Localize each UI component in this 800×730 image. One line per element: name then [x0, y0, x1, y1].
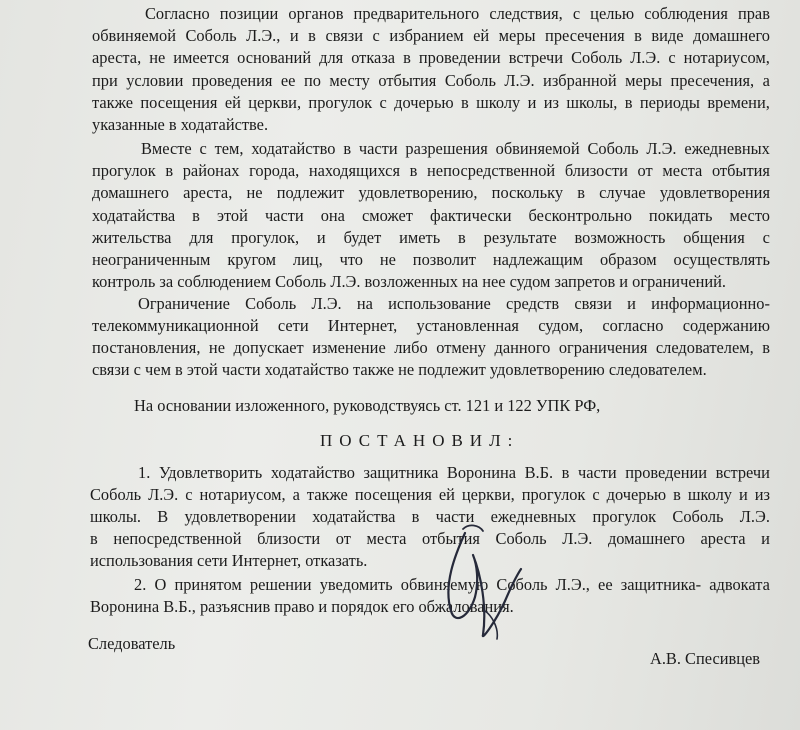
word: удовлетворению,	[358, 183, 478, 202]
word: подлежит	[276, 183, 345, 202]
word: в	[624, 93, 633, 112]
signer-role: Следователь	[88, 634, 176, 653]
word: О	[154, 575, 167, 594]
word: дочерью	[606, 485, 667, 504]
word: с	[199, 139, 207, 158]
word: прогулок	[92, 161, 156, 180]
word: ее	[280, 71, 296, 90]
word: посещения	[140, 93, 218, 112]
word: не	[379, 250, 396, 269]
word: в	[461, 93, 469, 112]
word: защитника-	[620, 575, 702, 594]
word: из	[543, 93, 559, 112]
word: обвиняемую	[400, 575, 489, 594]
word: в	[192, 206, 200, 225]
word: а	[762, 71, 770, 90]
word: будет	[343, 228, 382, 247]
word: и	[738, 485, 748, 504]
word: Л.Э.,	[246, 26, 281, 45]
word: Соболь	[495, 529, 547, 548]
word: изменение	[312, 338, 386, 357]
p3-line-3	[92, 340, 770, 356]
word: Согласно	[145, 4, 210, 23]
word: в	[409, 161, 418, 180]
word: тем,	[214, 139, 244, 158]
word: также	[92, 93, 133, 112]
word: целью	[590, 4, 635, 23]
word: части	[264, 206, 304, 225]
word: школы.	[90, 507, 142, 526]
word: условии	[126, 71, 184, 90]
word: Удовлетворить	[158, 463, 263, 482]
p2-line-6	[92, 252, 770, 268]
word: пресечения	[545, 26, 625, 45]
p1-line-6: указанные в ходатайстве.	[92, 115, 269, 134]
word: обвиняемой	[92, 26, 176, 45]
word: отбытия	[378, 71, 437, 90]
word: имеется	[173, 48, 230, 67]
word: Соболь	[571, 48, 623, 67]
word: и	[761, 529, 770, 548]
item2-line-2: Воронина В.Б., разъяснив право и порядок его обжалования.	[90, 597, 514, 616]
word: 2.	[134, 575, 147, 594]
word: удовлетворении	[184, 507, 296, 526]
word: части	[577, 463, 617, 482]
word: Соболь	[444, 71, 496, 90]
p3-line-4: связи с чем в этой части ходатайство также не подлежит удовлетворению следователем.	[92, 360, 707, 379]
p3-line-2	[92, 318, 770, 334]
word: пресечения,	[670, 71, 755, 90]
word: неограниченным	[92, 250, 211, 269]
word: ежедневных	[490, 507, 577, 526]
word: ей	[224, 93, 241, 112]
word: с	[762, 228, 770, 247]
word: районах	[182, 161, 240, 180]
word: города,	[249, 161, 300, 180]
word: месту	[329, 71, 370, 90]
word: и	[527, 93, 537, 112]
word: сети	[277, 316, 309, 335]
word: непосредственной	[427, 161, 556, 180]
word: прогулок	[308, 93, 373, 112]
word: сможет	[361, 206, 413, 225]
word: школу	[687, 485, 732, 504]
word: в	[577, 183, 585, 202]
word: иметь	[399, 228, 441, 247]
word: с	[668, 48, 676, 67]
p2-line-7: контроль за соблюдением Соболь Л.Э. возложенных на нее судом запретов и ограничений.	[92, 272, 727, 291]
word: ходатайства	[92, 206, 176, 225]
word: меры	[625, 71, 662, 90]
word: в	[308, 26, 316, 45]
word: надлежащим	[492, 250, 584, 269]
word: судом,	[538, 316, 584, 335]
word: виде	[651, 26, 684, 45]
word: ареста,	[92, 48, 142, 67]
word: церкви,	[461, 485, 515, 504]
word: встречи	[508, 48, 564, 67]
word: а	[292, 485, 300, 504]
word: результате	[483, 228, 557, 247]
word: школу	[476, 93, 521, 112]
word: части	[435, 507, 475, 526]
word: защитника	[363, 463, 439, 482]
p1-line-2	[92, 28, 770, 44]
p2-line-1	[141, 141, 770, 157]
word: домашнего	[693, 26, 770, 45]
word: связи	[574, 294, 612, 313]
word: с	[185, 485, 193, 504]
word: близости	[257, 529, 321, 548]
word: проведении	[418, 48, 501, 67]
word: лиц,	[292, 250, 323, 269]
word: нотариусом,	[199, 485, 286, 504]
word: жительства	[92, 228, 172, 247]
word: ежедневных	[684, 139, 770, 158]
word: от	[637, 161, 653, 180]
word: данного	[494, 338, 551, 357]
word: ходатайства	[312, 507, 396, 526]
word: постановления,	[92, 338, 201, 357]
word: близости	[564, 161, 628, 180]
word: и	[316, 228, 326, 247]
word: Л.Э.	[630, 48, 661, 67]
word: домашнего	[92, 183, 169, 202]
word: Соболь	[185, 26, 237, 45]
word: место	[729, 206, 770, 225]
word: этой	[216, 206, 248, 225]
word: в	[343, 139, 352, 158]
word: информационно-	[651, 294, 770, 313]
word: в	[561, 463, 570, 482]
word: посещения	[354, 485, 432, 504]
word: допускает	[233, 338, 304, 357]
word: либо	[394, 338, 428, 357]
word: органов	[288, 4, 344, 23]
word: Соболь	[496, 575, 548, 594]
word: согласно	[602, 316, 664, 335]
word: общения	[683, 228, 745, 247]
word: ей	[473, 26, 490, 45]
word: случае	[599, 183, 646, 202]
word: осуществлять	[673, 250, 770, 269]
p1-line-4	[92, 73, 770, 89]
word: уведомить	[319, 575, 393, 594]
word: Соболь	[90, 485, 142, 504]
word: отказа	[351, 48, 396, 67]
word: непосредственной	[113, 529, 242, 548]
word: Вместе	[141, 139, 192, 158]
word: с	[379, 93, 387, 112]
word: Соболь	[245, 294, 297, 313]
resolution-title: ПОСТАНОВИЛ:	[320, 431, 520, 450]
word: в	[403, 48, 411, 67]
p1-line-3	[92, 50, 770, 66]
word: фактически	[430, 206, 512, 225]
word: нотариусом,	[683, 48, 770, 67]
word: обвиняемой	[495, 139, 580, 158]
word: для	[319, 48, 344, 67]
word: использование	[388, 294, 491, 313]
word: возможность	[574, 228, 666, 247]
word: прогулок,	[231, 228, 300, 247]
word: Воронина	[446, 463, 517, 482]
word: школы,	[566, 93, 618, 112]
word: ей	[438, 485, 455, 504]
word: по	[303, 71, 321, 90]
word: кругом	[227, 250, 277, 269]
item1-line-1	[138, 465, 770, 481]
word: отбытия	[422, 529, 480, 548]
word: меры	[498, 26, 536, 45]
word: прав	[737, 4, 770, 23]
word: Л.Э.	[646, 139, 677, 158]
word: Соболь	[587, 139, 639, 158]
word: места	[662, 161, 703, 180]
word: части	[358, 139, 398, 158]
word: в	[458, 228, 466, 247]
signer-name: А.В. Спесивцев	[650, 649, 761, 668]
word: также	[306, 485, 348, 504]
word: Л.Э.	[148, 485, 179, 504]
word: адвоката	[709, 575, 770, 594]
p1-line-5	[92, 95, 770, 111]
word: и	[627, 294, 636, 313]
word: дочерью	[394, 93, 454, 112]
p2-line-3	[92, 185, 770, 201]
word: решении	[249, 575, 312, 594]
p4-line-1: На основании изложенного, руководствуясь ст. 121 и 122 УПК РФ,	[134, 396, 601, 415]
word: и	[289, 26, 299, 45]
word: не	[246, 183, 263, 202]
word: от	[335, 529, 351, 548]
word: соблюдения	[644, 4, 728, 23]
word: в	[165, 161, 174, 180]
word: встречи	[715, 463, 770, 482]
word: находящихся	[308, 161, 400, 180]
p3-line-1-visible	[138, 296, 770, 312]
p2-line-4	[92, 208, 770, 224]
handwritten-signature	[425, 515, 535, 645]
word: места	[366, 529, 407, 548]
p2-line-2	[92, 163, 770, 179]
word: домашнего	[607, 529, 685, 548]
word: следствия,	[489, 4, 563, 23]
word: Л.Э.	[562, 529, 593, 548]
word: Интернет,	[327, 316, 398, 335]
word: избранием	[389, 26, 464, 45]
word: позволит	[412, 250, 476, 269]
word: проведения	[191, 71, 273, 90]
word: Соболь	[672, 507, 724, 526]
word: в	[762, 338, 770, 357]
word: церкви,	[248, 93, 302, 112]
word: В.Б.	[524, 463, 554, 482]
word: из	[754, 485, 770, 504]
word: в	[634, 26, 642, 45]
word: Л.Э.	[504, 71, 535, 90]
word: телекоммуникационной	[92, 316, 259, 335]
word: прогулок	[592, 507, 657, 526]
word: прогулок	[521, 485, 586, 504]
word: ареста	[700, 529, 746, 548]
word: связи	[325, 26, 364, 45]
word: с	[372, 26, 380, 45]
word: образом	[599, 250, 657, 269]
word: в	[673, 485, 681, 504]
word: ареста,	[183, 183, 233, 202]
word: следователем,	[655, 338, 754, 357]
word: при	[92, 71, 118, 90]
word: установленная	[416, 316, 519, 335]
word: не	[208, 338, 225, 357]
word: в	[90, 529, 98, 548]
word: 1.	[138, 463, 151, 482]
word: избранной	[543, 71, 617, 90]
word: ее	[598, 575, 613, 594]
word: она	[320, 206, 345, 225]
word: удовлетворения	[659, 183, 770, 202]
word: принятом	[174, 575, 242, 594]
word: покидать	[648, 206, 713, 225]
word: периоды	[639, 93, 700, 112]
item1-line-5: использования сети Интернет, отказать.	[90, 551, 368, 570]
word: с	[592, 485, 600, 504]
word: для	[189, 228, 214, 247]
word: позиции	[219, 4, 279, 23]
word: отмену	[436, 338, 486, 357]
word: предварительного	[353, 4, 480, 23]
word: разрешения	[405, 139, 488, 158]
word: средств	[506, 294, 560, 313]
word: отбытия	[711, 161, 770, 180]
p1-line-1	[145, 6, 770, 22]
word: поскольку	[491, 183, 564, 202]
word: в	[411, 507, 420, 526]
p2-line-5	[92, 230, 770, 246]
word: не	[149, 48, 166, 67]
word: с	[572, 4, 581, 23]
word: Ограничение	[138, 294, 230, 313]
word: Л.Э.,	[555, 575, 590, 594]
word: содержанию	[682, 316, 770, 335]
word: бесконтрольно	[528, 206, 632, 225]
word: ходатайство	[251, 139, 336, 158]
word: на	[356, 294, 373, 313]
word: времени,	[707, 93, 770, 112]
word: Л.Э.	[739, 507, 770, 526]
word: В	[157, 507, 169, 526]
item1-line-2	[90, 487, 770, 503]
word: ограничения	[558, 338, 648, 357]
word: проведении	[625, 463, 708, 482]
word: что	[339, 250, 363, 269]
word: Л.Э.	[311, 294, 342, 313]
word: ходатайство	[270, 463, 355, 482]
word: оснований	[237, 48, 312, 67]
